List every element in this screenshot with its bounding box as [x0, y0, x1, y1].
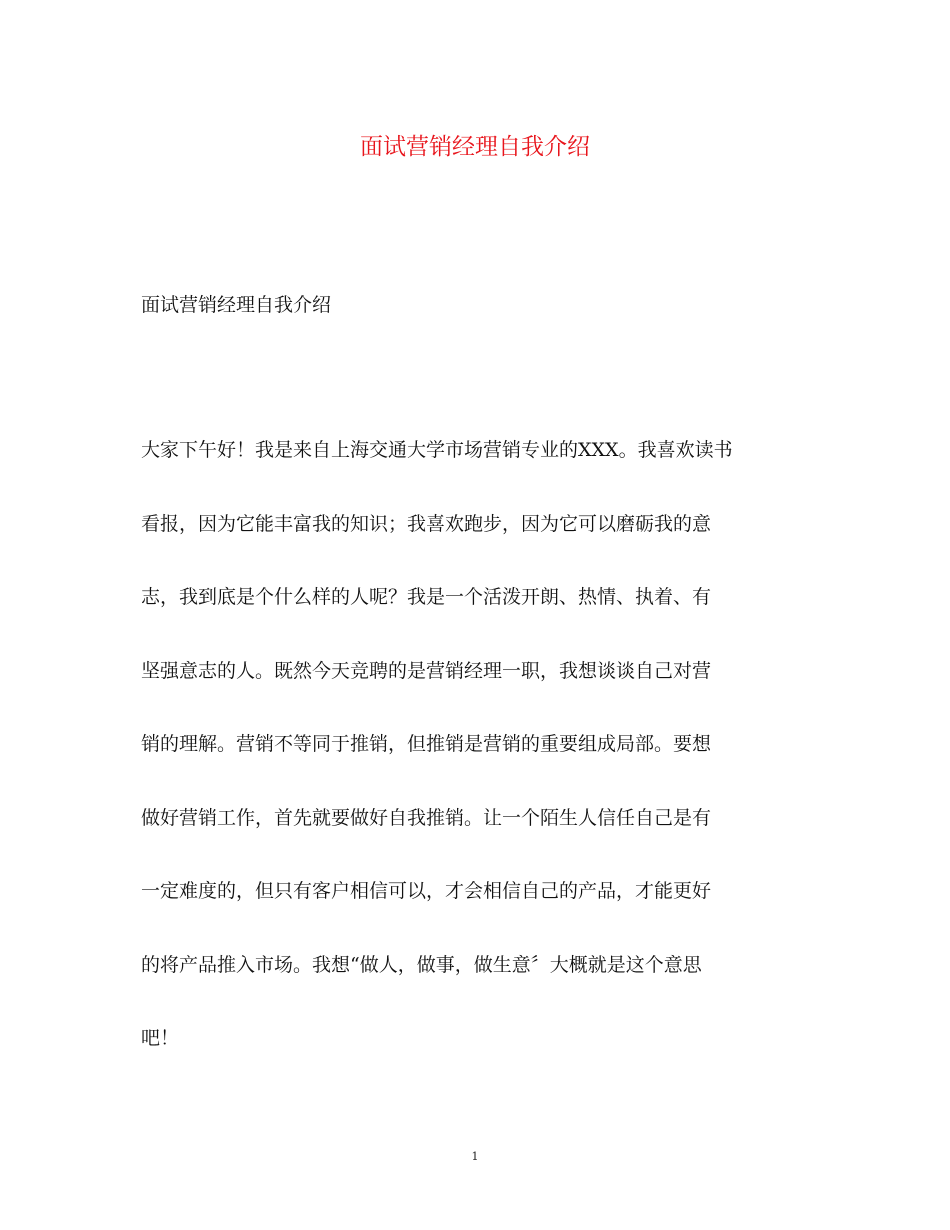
body-line: 志，我到底是个什么样的人呢？我是一个活泼开朗、热情、执着、有 [141, 586, 712, 608]
body-line: 吧！ [141, 1027, 180, 1049]
document-subtitle: 面试营销经理自我介绍 [141, 294, 332, 316]
body-line: 做好营销工作，首先就要做好自我推销。让一个陌生人信任自己是有 [141, 806, 712, 829]
body-line: 一定难度的，但只有客户相信可以，才会相信自己的产品，才能更好 [141, 880, 712, 902]
body-line: 销的理解。营销不等同于推销，但推销是营销的重要组成局部。要想 [141, 733, 712, 755]
body-line: 大家下午好！我是来自上海交通大学市场营销专业的XXX。我喜欢读书 [141, 439, 733, 461]
body-line: 的将产品推入市场。我想“做人，做事，做生意〞大概就是这个意思 [141, 953, 702, 976]
body-paragraph [141, 435, 811, 1097]
document-title: 面试营销经理自我介绍 [360, 134, 590, 160]
body-line: 坚强意志的人。既然今天竞聘的是营销经理一职，我想谈谈自己对营 [141, 659, 712, 682]
page-number: 1 [471, 1150, 479, 1163]
body-line: 看报，因为它能丰富我的知识；我喜欢跑步，因为它可以磨砺我的意 [141, 512, 712, 535]
